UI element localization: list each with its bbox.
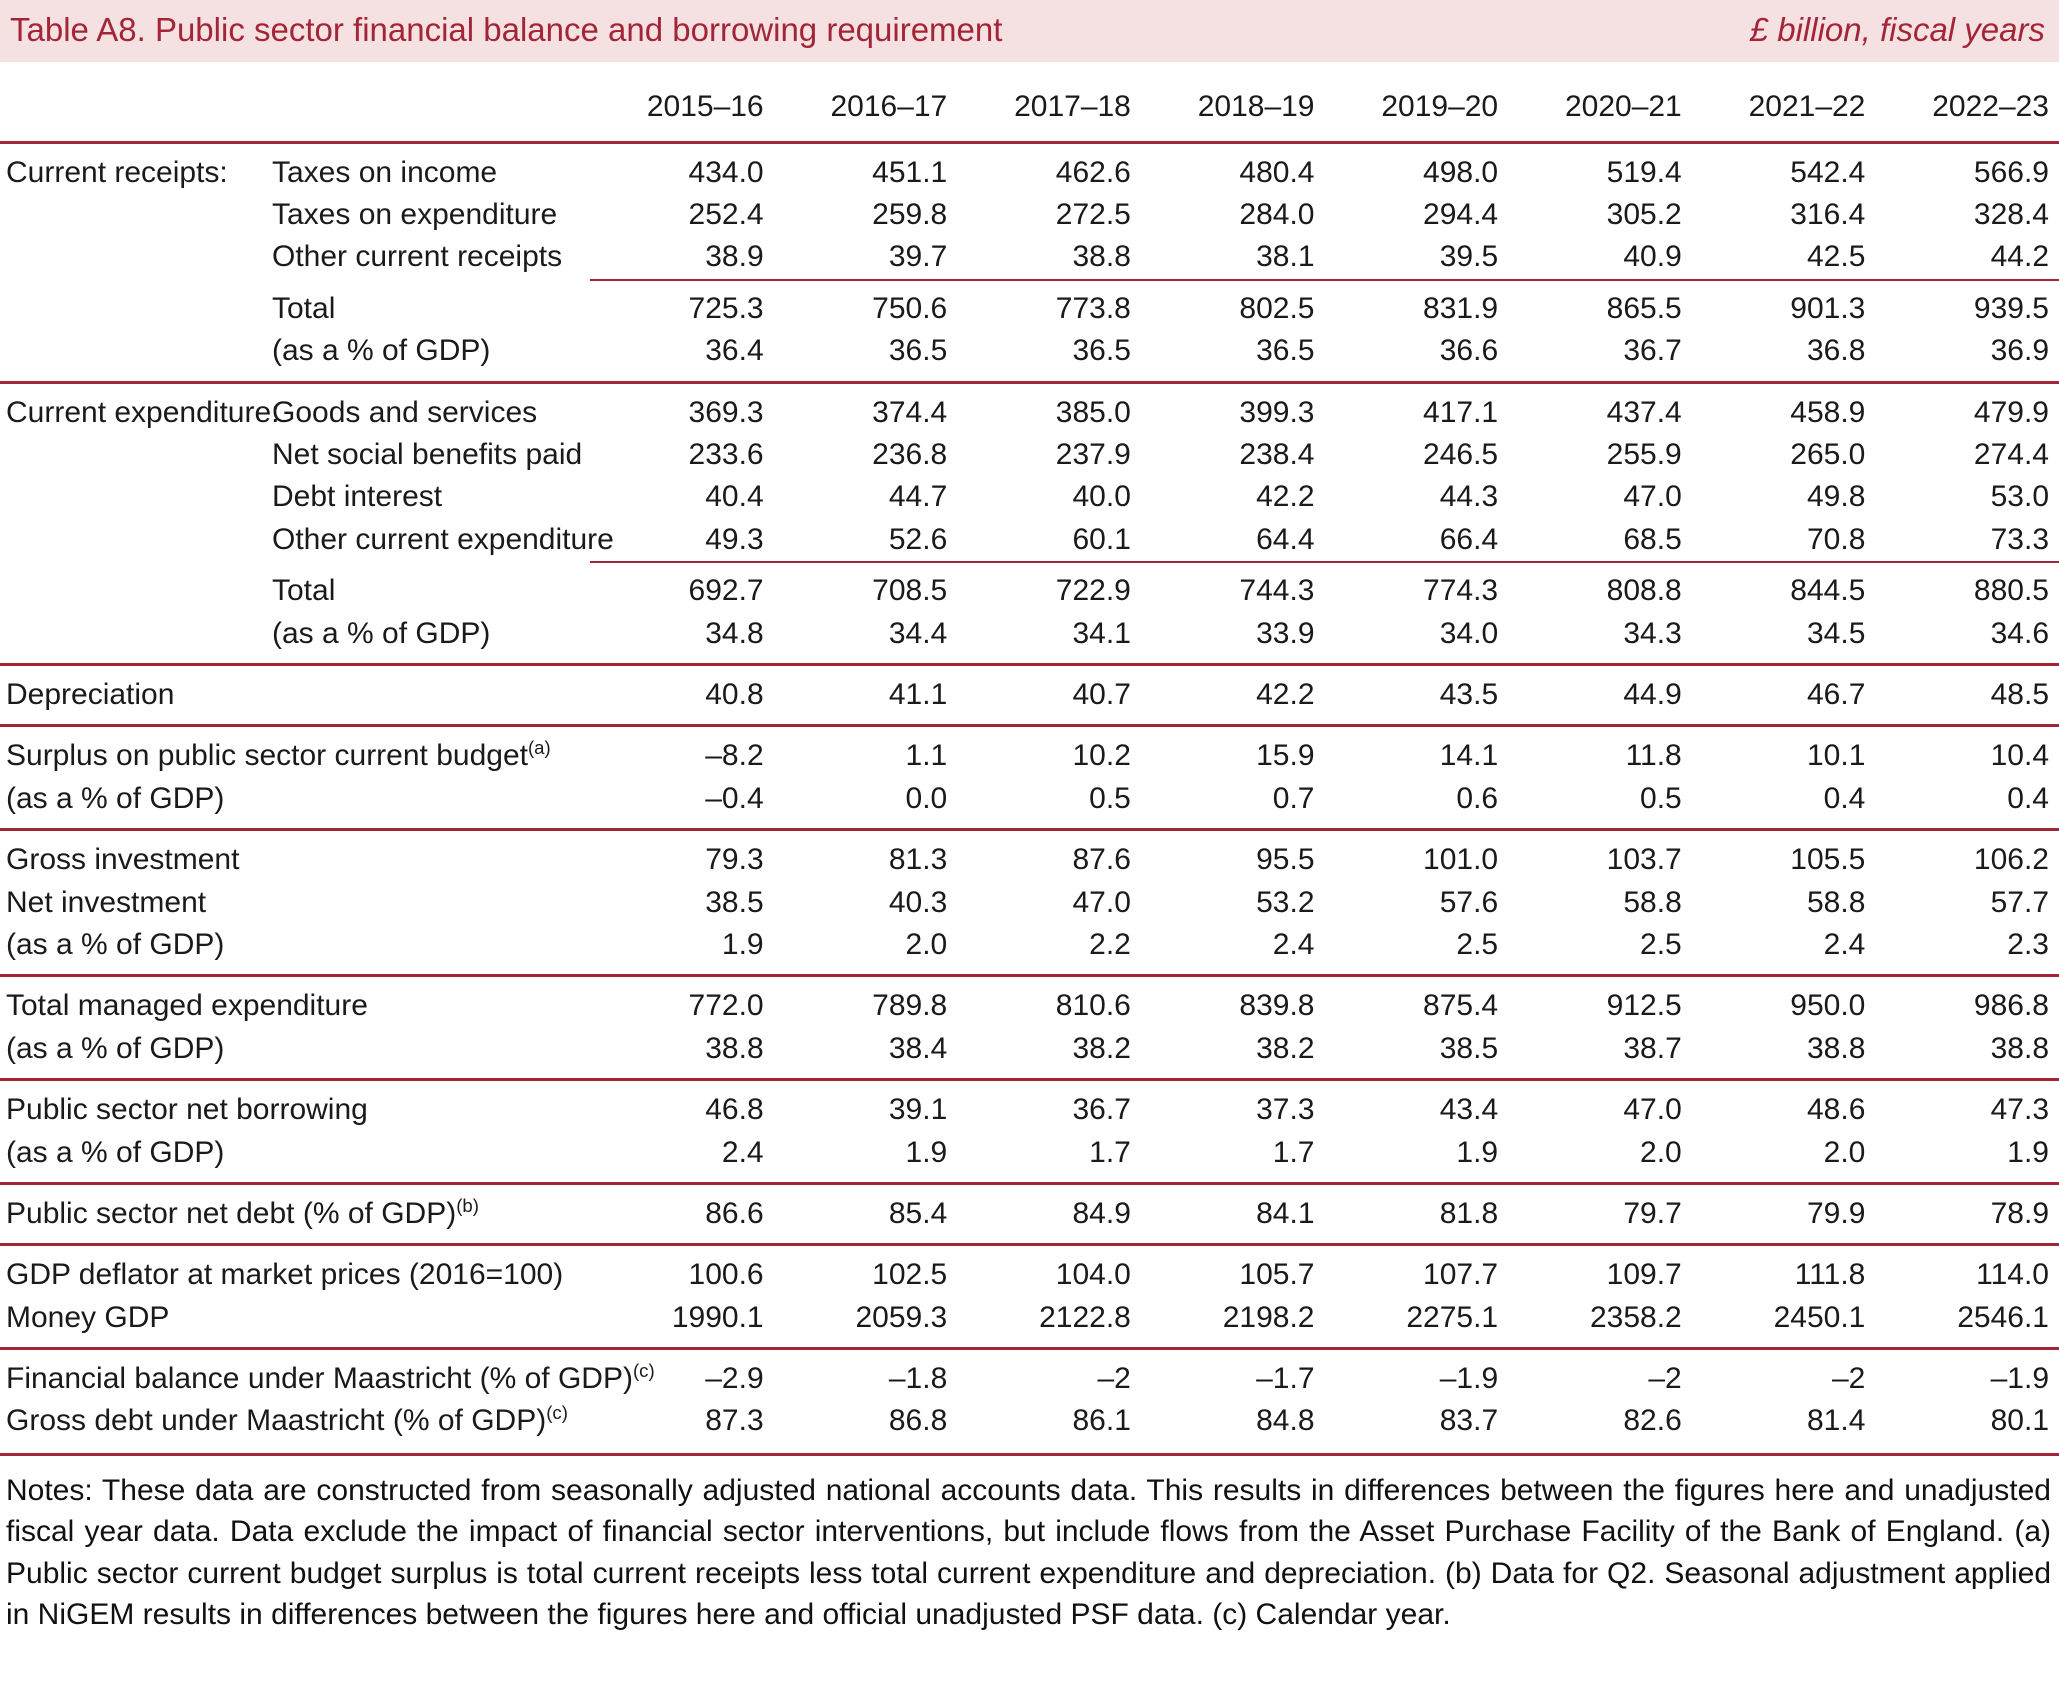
value-cell: 40.4: [705, 480, 764, 514]
value-cell: 85.4: [774, 1183, 958, 1244]
table-row: [0, 1028, 2059, 1080]
section-label: Current receipts:: [0, 142, 272, 194]
value-cell: 284.0: [1239, 198, 1315, 232]
data-table: [0, 86, 2059, 1456]
value-cell: 38.5: [705, 885, 764, 919]
value-cell: 542.4: [1692, 142, 1876, 194]
value-cell: 105.7: [1141, 1245, 1325, 1297]
value-cell: 451.1: [774, 142, 958, 194]
value-cell: 0.5: [1089, 781, 1131, 815]
footnote-marker: (b): [456, 1194, 479, 1216]
row-label: Net social benefits paid: [272, 438, 583, 472]
value-cell: 802.5: [1141, 280, 1325, 330]
value-cell: 246.5: [1423, 438, 1499, 472]
value-cell: 233.6: [688, 438, 764, 472]
value-cell: 1.1: [774, 726, 958, 778]
value-cell: 986.8: [1875, 976, 2059, 1028]
row-label: Gross investment: [0, 830, 590, 882]
table-row: [0, 924, 2059, 976]
value-cell: 34.6: [1990, 616, 2049, 650]
value-cell: 40.3: [888, 885, 948, 919]
value-cell: 374.4: [774, 382, 958, 434]
section-spacer: [0, 519, 272, 562]
row-label: Other current receipts: [272, 240, 563, 274]
value-cell: 0.0: [905, 781, 948, 815]
table-row: [0, 1349, 2059, 1401]
value-cell: 36.7: [1623, 334, 1682, 368]
value-cell: 939.5: [1875, 280, 2059, 330]
value-cell: 60.1: [1072, 522, 1131, 556]
footnote-marker: (c): [632, 1360, 655, 1382]
value-cell: –1.9: [1325, 1349, 1509, 1401]
table-row: [0, 1297, 2059, 1349]
value-cell: 79.9: [1692, 1183, 1876, 1244]
value-cell: 48.6: [1692, 1080, 1876, 1132]
row-label: GDP deflator at market prices (2016=100): [0, 1245, 590, 1297]
value-cell: 34.0: [1439, 616, 1499, 650]
value-cell: 102.5: [774, 1245, 958, 1297]
row-label: Total managed expenditure: [0, 976, 590, 1028]
value-cell: 57.6: [1439, 885, 1499, 919]
table-row: [0, 976, 2059, 1028]
row-label: Other current expenditure: [272, 522, 614, 556]
table-row: [0, 142, 2059, 194]
value-cell: 844.5: [1692, 562, 1876, 612]
row-label: Net investment: [6, 885, 207, 919]
row-label: Goods and services: [272, 382, 590, 434]
value-cell: 2275.1: [1406, 1300, 1499, 1334]
year-column-header: 2017–18: [1014, 90, 1131, 124]
table-row: [0, 726, 2059, 778]
value-cell: 36.8: [1806, 334, 1866, 368]
value-cell: 36.7: [957, 1080, 1141, 1132]
value-cell: 772.0: [590, 976, 774, 1028]
section-label: Current expenditure:: [0, 382, 272, 434]
table-row: [0, 1400, 2059, 1454]
value-cell: 2.4: [721, 1135, 764, 1169]
section-spacer: [0, 613, 272, 665]
value-cell: 38.2: [1072, 1031, 1131, 1065]
year-column-header: 2016–17: [830, 90, 948, 124]
value-cell: 272.5: [1055, 198, 1131, 232]
value-cell: 750.6: [774, 280, 958, 330]
value-cell: 41.1: [774, 664, 958, 725]
value-cell: 47.0: [1623, 480, 1682, 514]
value-cell: 100.6: [590, 1245, 774, 1297]
value-cell: 480.4: [1141, 142, 1325, 194]
value-cell: 80.1: [1875, 1400, 2059, 1454]
value-cell: 87.3: [590, 1400, 774, 1454]
value-cell: 58.8: [1806, 885, 1866, 919]
value-cell: 566.9: [1875, 142, 2059, 194]
value-cell: 86.6: [590, 1183, 774, 1244]
row-label: Depreciation: [0, 664, 590, 725]
value-cell: 39.7: [888, 240, 948, 274]
value-cell: 316.4: [1790, 198, 1866, 232]
value-cell: 385.0: [957, 382, 1141, 434]
value-cell: 774.3: [1325, 562, 1509, 612]
section-spacer: [0, 434, 272, 476]
table-row: [0, 882, 2059, 924]
year-column-header: 2015–16: [646, 90, 764, 124]
value-cell: 84.9: [957, 1183, 1141, 1244]
value-cell: 79.3: [590, 830, 774, 882]
value-cell: 40.8: [590, 664, 774, 725]
value-cell: 44.7: [888, 480, 948, 514]
value-cell: 0.6: [1456, 781, 1499, 815]
year-column-header: 2020–21: [1564, 90, 1682, 124]
value-cell: 70.8: [1806, 522, 1866, 556]
value-cell: 255.9: [1606, 438, 1682, 472]
value-cell: 2.4: [1272, 927, 1315, 961]
value-cell: 2.0: [905, 927, 948, 961]
value-cell: 40.9: [1623, 240, 1682, 274]
value-cell: 0.4: [2007, 781, 2049, 815]
value-cell: 417.1: [1325, 382, 1509, 434]
table-row: [0, 778, 2059, 830]
row-label: Financial balance under Maastricht (% of GDP)$^{(c)}$: [0, 1349, 590, 1401]
footnote-marker: (a): [527, 737, 551, 759]
section-spacer: [0, 330, 272, 382]
value-cell: 1.7: [1272, 1135, 1315, 1169]
value-cell: 2.5: [1640, 927, 1682, 961]
row-label: (as a % of GDP): [6, 927, 225, 961]
value-cell: 47.0: [1072, 885, 1131, 919]
value-cell: 880.5: [1875, 562, 2059, 612]
value-cell: 48.5: [1875, 664, 2059, 725]
value-cell: –2: [957, 1349, 1141, 1401]
row-label: Taxes on expenditure: [272, 198, 558, 232]
value-cell: 10.4: [1875, 726, 2059, 778]
value-cell: 82.6: [1508, 1400, 1692, 1454]
value-cell: 84.8: [1141, 1400, 1325, 1454]
year-column-header: 2022–23: [1932, 90, 2049, 124]
value-cell: 111.8: [1692, 1245, 1876, 1297]
value-cell: 105.5: [1692, 830, 1876, 882]
value-cell: 40.0: [1072, 480, 1131, 514]
value-cell: 44.2: [1990, 240, 2049, 274]
row-label: (as a % of GDP): [6, 1031, 225, 1065]
value-cell: 81.8: [1325, 1183, 1509, 1244]
value-cell: 458.9: [1692, 382, 1876, 434]
value-cell: 252.4: [688, 198, 764, 232]
value-cell: 2.4: [1823, 927, 1866, 961]
value-cell: 38.8: [705, 1031, 764, 1065]
table-row: [0, 613, 2059, 665]
value-cell: 66.4: [1439, 522, 1499, 556]
value-cell: 865.5: [1508, 280, 1692, 330]
table-unit-label: £ billion, fiscal years: [1749, 11, 2045, 48]
value-cell: 44.9: [1508, 664, 1692, 725]
table-row: [0, 382, 2059, 434]
value-cell: 81.3: [774, 830, 958, 882]
value-cell: 0.4: [1823, 781, 1866, 815]
value-cell: 259.8: [872, 198, 948, 232]
value-cell: 47.0: [1508, 1080, 1692, 1132]
value-cell: 808.8: [1508, 562, 1692, 612]
value-cell: 789.8: [774, 976, 958, 1028]
value-cell: 38.4: [888, 1031, 948, 1065]
value-cell: 692.7: [590, 562, 774, 612]
value-cell: 38.9: [705, 240, 764, 274]
value-cell: 38.8: [1072, 240, 1131, 274]
value-cell: 1.9: [2007, 1135, 2049, 1169]
value-cell: 1.7: [1089, 1135, 1131, 1169]
value-cell: –2: [1508, 1349, 1692, 1401]
value-cell: 0.5: [1640, 781, 1682, 815]
value-cell: 2450.1: [1773, 1300, 1866, 1334]
value-cell: 2546.1: [1957, 1300, 2049, 1334]
value-cell: 437.4: [1508, 382, 1692, 434]
table-row: [0, 236, 2059, 279]
value-cell: 47.3: [1875, 1080, 2059, 1132]
value-cell: 722.9: [957, 562, 1141, 612]
value-cell: 38.1: [1256, 240, 1315, 274]
row-label: Total: [272, 291, 336, 325]
footnote-marker: (c): [546, 1402, 568, 1424]
value-cell: 53.2: [1256, 885, 1315, 919]
value-cell: 73.3: [1990, 522, 2049, 556]
year-column-header: 2018–19: [1197, 90, 1315, 124]
value-cell: 106.2: [1875, 830, 2059, 882]
value-cell: 42.2: [1141, 664, 1325, 725]
value-cell: 2122.8: [1039, 1300, 1131, 1334]
year-header-row: [0, 86, 2059, 142]
table-row: [0, 1132, 2059, 1184]
table-row: [0, 830, 2059, 882]
value-cell: 43.5: [1325, 664, 1509, 725]
row-label: Taxes on income: [272, 142, 590, 194]
table-row: [0, 434, 2059, 476]
value-cell: –0.4: [705, 781, 764, 815]
value-cell: 294.4: [1423, 198, 1499, 232]
row-label: (as a % of GDP): [272, 616, 491, 650]
value-cell: 305.2: [1606, 198, 1682, 232]
value-cell: 912.5: [1508, 976, 1692, 1028]
value-cell: 52.6: [888, 522, 948, 556]
value-cell: 79.7: [1508, 1183, 1692, 1244]
value-cell: 107.7: [1325, 1245, 1509, 1297]
value-cell: 38.7: [1623, 1031, 1682, 1065]
value-cell: 708.5: [774, 562, 958, 612]
value-cell: 42.5: [1806, 240, 1866, 274]
section-spacer: [0, 476, 272, 518]
value-cell: 1.9: [905, 1135, 948, 1169]
table-title-bar: [0, 0, 2059, 62]
value-cell: 38.8: [1806, 1031, 1866, 1065]
value-cell: 42.2: [1256, 480, 1315, 514]
value-cell: 34.4: [888, 616, 948, 650]
value-cell: 519.4: [1508, 142, 1692, 194]
value-cell: –2.9: [590, 1349, 774, 1401]
section-spacer: [0, 562, 272, 612]
value-cell: 81.4: [1692, 1400, 1876, 1454]
table-row: [0, 476, 2059, 518]
value-cell: 2.0: [1640, 1135, 1682, 1169]
row-label: Public sector net debt (% of GDP)$^{(b)}$: [0, 1183, 590, 1244]
value-cell: 10.2: [957, 726, 1141, 778]
value-cell: 2.3: [2007, 927, 2049, 961]
value-cell: 53.0: [1990, 480, 2049, 514]
value-cell: 34.5: [1806, 616, 1866, 650]
row-label: Debt interest: [272, 480, 443, 514]
table-body: [0, 142, 2059, 1454]
value-cell: 49.8: [1806, 480, 1866, 514]
table-row: [0, 664, 2059, 725]
section-spacer: [0, 236, 272, 279]
row-label: (as a % of GDP): [272, 334, 491, 368]
value-cell: 462.6: [957, 142, 1141, 194]
value-cell: 498.0: [1325, 142, 1509, 194]
value-cell: 2059.3: [855, 1300, 948, 1334]
value-cell: 38.5: [1439, 1031, 1499, 1065]
value-cell: 0.7: [1272, 781, 1315, 815]
value-cell: 34.1: [1072, 616, 1131, 650]
value-cell: –8.2: [590, 726, 774, 778]
row-label: Total: [272, 574, 336, 608]
row-label: (as a % of GDP): [6, 781, 225, 815]
value-cell: 64.4: [1256, 522, 1315, 556]
value-cell: –1.8: [774, 1349, 958, 1401]
table-row: [0, 280, 2059, 330]
value-cell: 773.8: [957, 280, 1141, 330]
value-cell: –1.9: [1875, 1349, 2059, 1401]
value-cell: 2198.2: [1222, 1300, 1315, 1334]
value-cell: 36.9: [1990, 334, 2049, 368]
value-cell: –1.7: [1141, 1349, 1325, 1401]
table-row: [0, 330, 2059, 382]
value-cell: 1.9: [721, 927, 764, 961]
value-cell: 236.8: [872, 438, 948, 472]
value-cell: 328.4: [1973, 198, 2049, 232]
value-cell: 479.9: [1875, 382, 2059, 434]
value-cell: 14.1: [1325, 726, 1509, 778]
value-cell: 36.5: [888, 334, 948, 368]
table-row: [0, 1183, 2059, 1244]
value-cell: 86.1: [957, 1400, 1141, 1454]
value-cell: 86.8: [774, 1400, 958, 1454]
header-spacer: [0, 86, 590, 142]
row-label: Surplus on public sector current budget$^{(a)}$: [0, 726, 590, 778]
value-cell: 114.0: [1875, 1245, 2059, 1297]
value-cell: 238.4: [1239, 438, 1315, 472]
value-cell: 950.0: [1692, 976, 1876, 1028]
value-cell: 78.9: [1875, 1183, 2059, 1244]
row-label: Money GDP: [6, 1300, 170, 1334]
value-cell: 11.8: [1508, 726, 1692, 778]
row-label: Public sector net borrowing: [0, 1080, 590, 1132]
value-cell: 1.9: [1456, 1135, 1499, 1169]
table-notes: Notes: These data are constructed from seasonally adjusted national accounts data. This results in differences between the figures here and unadjusted fiscal year data. Data exclude the impact of financial sector interventions, but include flows from the Asset Purchase Facility of the Bank of England. (a) Public sector current budget surplus is total current receipts less total current expenditure and depreciation. (b) Data for Q2. Seasonal adjustment applied in NiGEM results in differences between the figures here and official unadjusted PSF data. (c) Calendar year.: [6, 1473, 2051, 1632]
value-cell: 2.5: [1456, 927, 1499, 961]
value-cell: 34.3: [1623, 616, 1682, 650]
value-cell: 725.3: [590, 280, 774, 330]
value-cell: 57.7: [1990, 885, 2049, 919]
table-title: Table A8. Public sector financial balance and borrowing requirement: [10, 11, 1003, 48]
value-cell: 68.5: [1623, 522, 1682, 556]
value-cell: 875.4: [1325, 976, 1509, 1028]
value-cell: 46.7: [1692, 664, 1876, 725]
table-row: [0, 562, 2059, 612]
value-cell: 36.5: [1256, 334, 1315, 368]
value-cell: 40.7: [957, 664, 1141, 725]
value-cell: 265.0: [1790, 438, 1866, 472]
value-cell: 38.8: [1990, 1031, 2049, 1065]
table-row: [0, 1080, 2059, 1132]
year-column-header: 2019–20: [1381, 90, 1499, 124]
year-column-header: 2021–22: [1748, 90, 1866, 124]
row-label: Gross debt under Maastricht (% of GDP)$^{(c)}$: [0, 1400, 590, 1454]
row-label: (as a % of GDP): [6, 1135, 225, 1169]
value-cell: 744.3: [1141, 562, 1325, 612]
value-cell: 237.9: [1055, 438, 1131, 472]
value-cell: 33.9: [1256, 616, 1315, 650]
value-cell: 95.5: [1141, 830, 1325, 882]
value-cell: 901.3: [1692, 280, 1876, 330]
value-cell: 36.4: [705, 334, 764, 368]
value-cell: 87.6: [957, 830, 1141, 882]
value-cell: 36.5: [1072, 334, 1131, 368]
value-cell: 37.3: [1141, 1080, 1325, 1132]
value-cell: 43.4: [1325, 1080, 1509, 1132]
value-cell: 103.7: [1508, 830, 1692, 882]
value-cell: 34.8: [705, 616, 764, 650]
section-spacer: [0, 194, 272, 236]
value-cell: 104.0: [957, 1245, 1141, 1297]
value-cell: 101.0: [1325, 830, 1509, 882]
value-cell: 84.1: [1141, 1183, 1325, 1244]
value-cell: 810.6: [957, 976, 1141, 1028]
value-cell: 839.8: [1141, 976, 1325, 1028]
value-cell: 36.6: [1439, 334, 1499, 368]
value-cell: 1990.1: [671, 1300, 764, 1334]
value-cell: 39.5: [1439, 240, 1499, 274]
table-row: [0, 1245, 2059, 1297]
value-cell: 831.9: [1325, 280, 1509, 330]
value-cell: 38.2: [1256, 1031, 1315, 1065]
value-cell: 434.0: [590, 142, 774, 194]
table-row: [0, 519, 2059, 562]
value-cell: 2358.2: [1589, 1300, 1682, 1334]
value-cell: 274.4: [1973, 438, 2049, 472]
value-cell: 109.7: [1508, 1245, 1692, 1297]
value-cell: 44.3: [1439, 480, 1499, 514]
value-cell: 15.9: [1141, 726, 1325, 778]
value-cell: 2.2: [1089, 927, 1131, 961]
value-cell: 10.1: [1692, 726, 1876, 778]
value-cell: 39.1: [774, 1080, 958, 1132]
value-cell: 83.7: [1325, 1400, 1509, 1454]
value-cell: 369.3: [590, 382, 774, 434]
value-cell: 46.8: [590, 1080, 774, 1132]
section-spacer: [0, 280, 272, 330]
value-cell: 58.8: [1623, 885, 1682, 919]
value-cell: 399.3: [1141, 382, 1325, 434]
table-row: [0, 194, 2059, 236]
value-cell: –2: [1692, 1349, 1876, 1401]
value-cell: 2.0: [1823, 1135, 1866, 1169]
value-cell: 49.3: [705, 522, 764, 556]
